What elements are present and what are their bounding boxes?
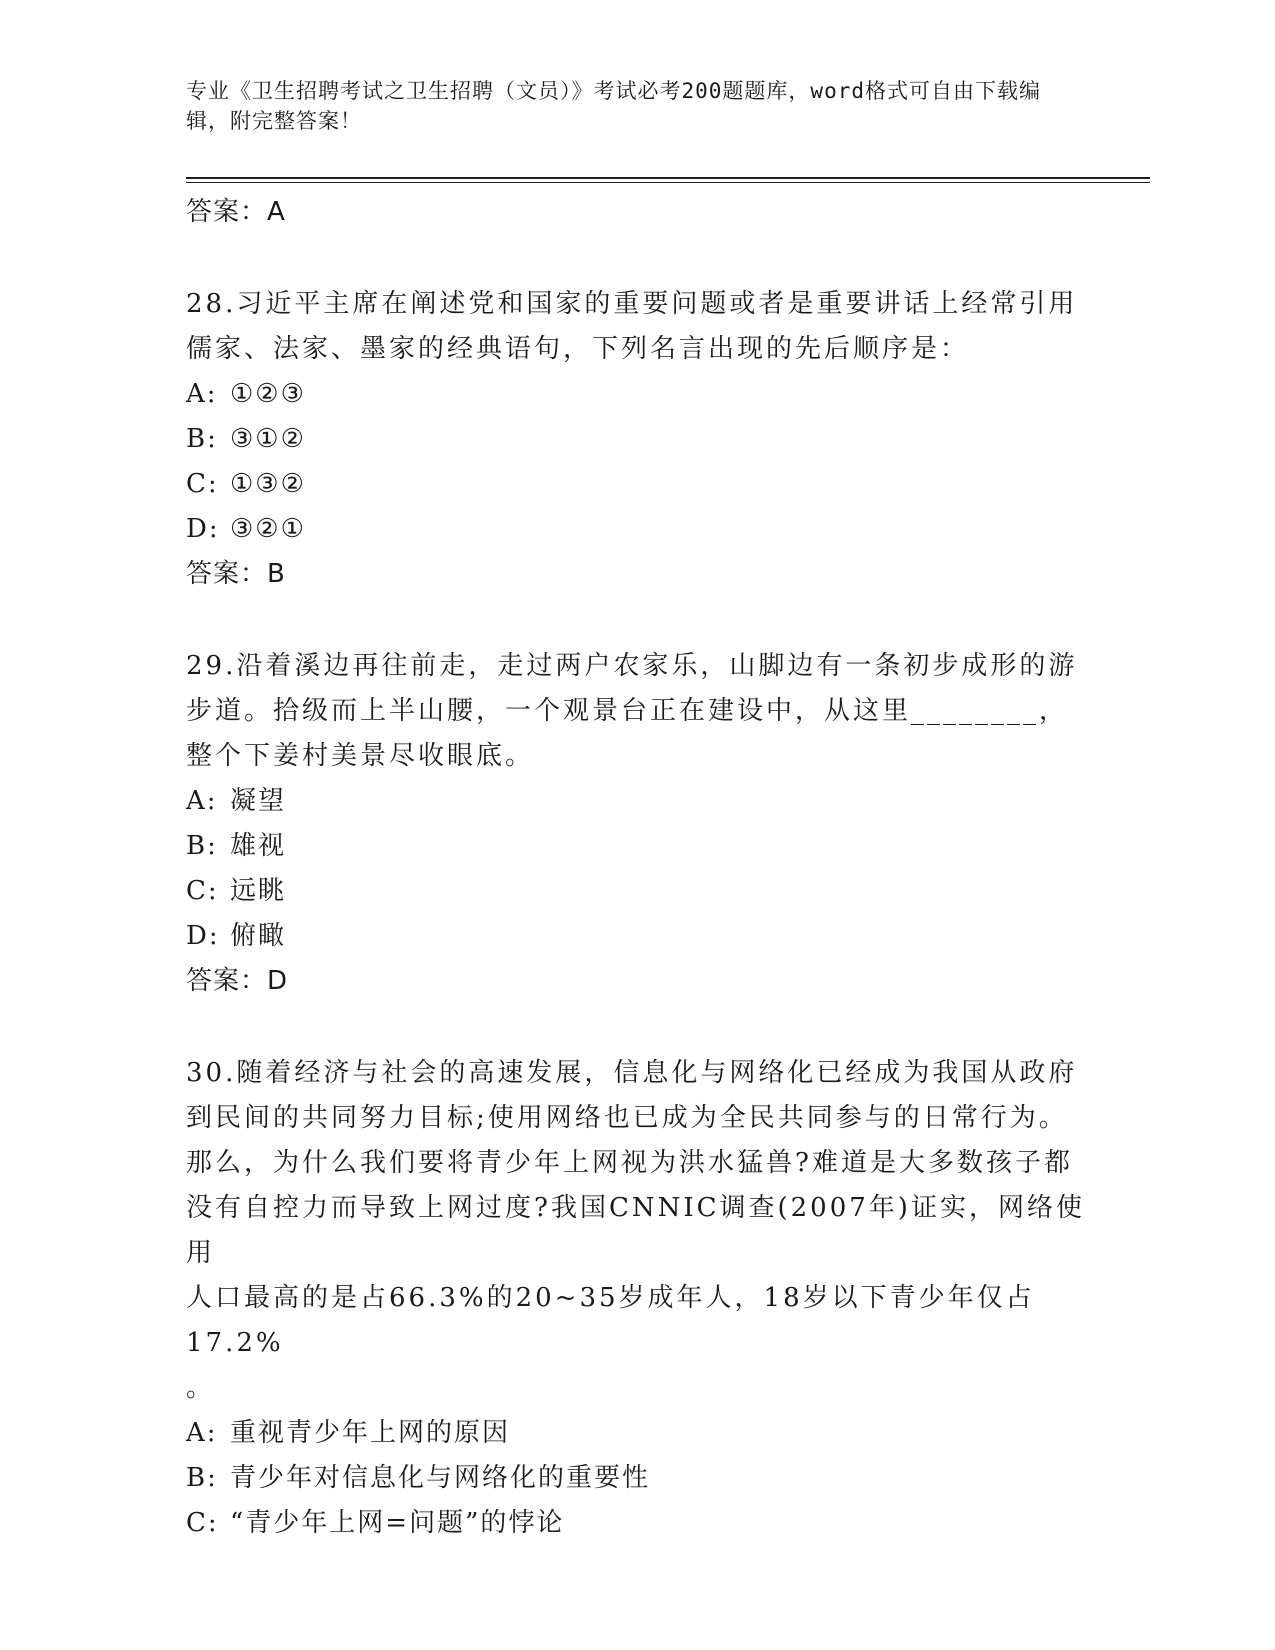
question-stem-line: 那么，为什么我们要将青少年上网视为洪水猛兽?难道是大多数孩子都	[186, 1148, 1073, 1178]
answer-line: 答案：B	[186, 559, 286, 589]
option-text: “青少年上网=问题”的悖论	[230, 1508, 565, 1538]
answer-line: 答案：D	[186, 966, 289, 996]
question-29	[186, 644, 1086, 1004]
option-letter: C:	[186, 876, 219, 906]
option-a	[186, 372, 1086, 417]
option-text: 青少年对信息化与网络化的重要性	[230, 1463, 651, 1493]
question-stem-line: 没有自控力而导致上网过度?我国CNNIC调查(2007年)证实，网络使用	[186, 1193, 1085, 1268]
option-text: 俯瞰	[230, 921, 287, 951]
option-letter: B:	[186, 831, 218, 861]
option-letter: D:	[186, 921, 220, 951]
header-divider-thin	[186, 182, 1150, 183]
option-letter: A:	[186, 1418, 218, 1448]
option-text: 重视青少年上网的原因	[230, 1418, 511, 1448]
option-text: ①③②	[230, 469, 306, 499]
option-d	[186, 914, 1086, 959]
header-divider	[186, 177, 1150, 179]
option-c	[186, 1501, 1086, 1546]
option-text: ③①②	[230, 424, 306, 454]
option-letter: A:	[186, 379, 218, 409]
answer-line: 答案：A	[186, 197, 286, 227]
question-stem-line: 到民间的共同努力目标;使用网络也已成为全民共同参与的日常行为。	[186, 1103, 1068, 1133]
option-c	[186, 869, 1086, 914]
option-text: 雄视	[230, 831, 287, 861]
question-stem-line: 人口最高的是占66.3%的20~35岁成年人，18岁以下青少年仅占17.2%	[186, 1283, 1035, 1358]
option-text: ①②③	[230, 379, 306, 409]
option-letter: A:	[186, 786, 218, 816]
option-b	[186, 1456, 1086, 1501]
option-letter: B:	[186, 1463, 218, 1493]
page-header: 专业《卫生招聘考试之卫生招聘（文员）》考试必考200题题库，word格式可自由下载编辑，附完整答案！	[186, 79, 1041, 133]
option-letter: D:	[186, 514, 220, 544]
option-letter: C:	[186, 469, 219, 499]
question-stem-line: 整个下姜村美景尽收眼底。	[186, 741, 535, 771]
option-c	[186, 462, 1086, 507]
option-text: ③②①	[230, 514, 306, 544]
option-b	[186, 824, 1086, 869]
question-stem-line: 28.习近平主席在阐述党和国家的重要问题或者是重要讲话上经常引用	[186, 289, 1078, 319]
option-a	[186, 779, 1086, 824]
question-30	[186, 1051, 1086, 1546]
option-letter: C:	[186, 1508, 219, 1538]
option-text: 远眺	[230, 876, 287, 906]
option-b	[186, 417, 1086, 462]
option-a	[186, 1411, 1086, 1456]
question-stem-line: 29.沿着溪边再往前走，走过两户农家乐，山脚边有一条初步成形的游	[186, 651, 1078, 681]
option-text: 凝望	[230, 786, 287, 816]
option-d	[186, 507, 1086, 552]
question-stem-line: 步道。拾级而上半山腰，一个观景台正在建设中，从这里________，	[186, 696, 1069, 726]
question-28	[186, 282, 1086, 597]
question-stem-line: 儒家、法家、墨家的经典语句，下列名言出现的先后顺序是：	[186, 334, 970, 364]
question-stem-line: 。	[186, 1373, 213, 1403]
option-letter: B:	[186, 424, 218, 454]
question-stem-line: 30.随着经济与社会的高速发展，信息化与网络化已经成为我国从政府	[186, 1058, 1078, 1088]
document-body	[186, 190, 1086, 1546]
